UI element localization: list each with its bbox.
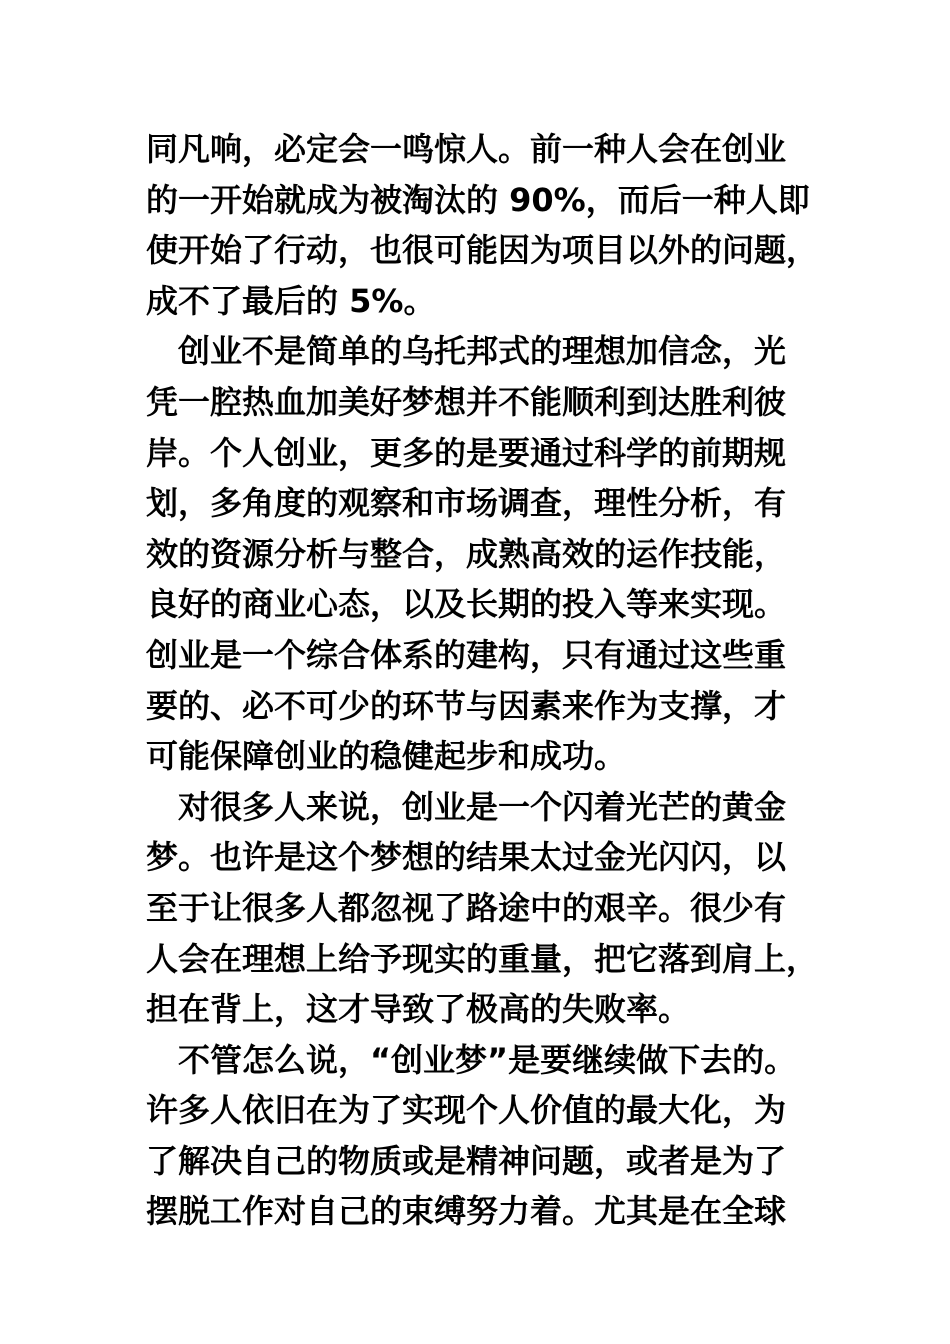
- text-line: 成不了最后的 5%。: [146, 281, 436, 320]
- text-line: 的一开始就成为被淘汰的 90%，而后一种人即: [146, 180, 810, 219]
- text-line: 许多人依旧在为了实现个人价值的最大化，为: [146, 1091, 787, 1130]
- text-line: 划，多角度的观察和市场调查，理性分析，有: [146, 484, 787, 523]
- text-line: 人会在理想上给予现实的重量，把它落到肩上，: [146, 939, 819, 978]
- text-line: 不管怎么说，“创业梦”是要继续做下去的。: [146, 1040, 797, 1079]
- text-line: 凭一腔热血加美好梦想并不能顺利到达胜利彼: [146, 382, 787, 421]
- text-line: 至于让很多人都忽视了路途中的艰辛。很少有: [146, 888, 787, 927]
- text-line: 了解决自己的物质或是精神问题，或者是为了: [146, 1141, 787, 1180]
- text-line: 效的资源分析与整合，成熟高效的运作技能，: [146, 534, 787, 573]
- text-line: 梦。也许是这个梦想的结果太过金光闪闪，以: [146, 838, 787, 877]
- text-line: 良好的商业心态，以及长期的投入等来实现。: [146, 585, 787, 624]
- body-text: [146, 124, 826, 1237]
- text-line: 岸。个人创业，更多的是要通过科学的前期规: [146, 433, 787, 472]
- text-line: 创业是一个综合体系的建构，只有通过这些重: [146, 635, 787, 674]
- text-line: 可能保障创业的稳健起步和成功。: [146, 737, 627, 776]
- text-line: 对很多人来说，创业是一个闪着光芒的黄金: [146, 787, 787, 826]
- text-line: 创业不是简单的乌托邦式的理想加信念，光: [146, 332, 787, 371]
- text-line: 同凡响，必定会一鸣惊人。前一种人会在创业: [146, 130, 787, 168]
- text-line: 摆脱工作对自己的束缚努力着。尤其是在全球: [146, 1192, 787, 1231]
- text-line: 要的、必不可少的环节与因素来作为支撑，才: [146, 686, 787, 725]
- text-line: 使开始了行动，也很可能因为项目以外的问题，: [146, 231, 819, 270]
- text-line: 担在背上，这才导致了极高的失败率。: [146, 990, 691, 1029]
